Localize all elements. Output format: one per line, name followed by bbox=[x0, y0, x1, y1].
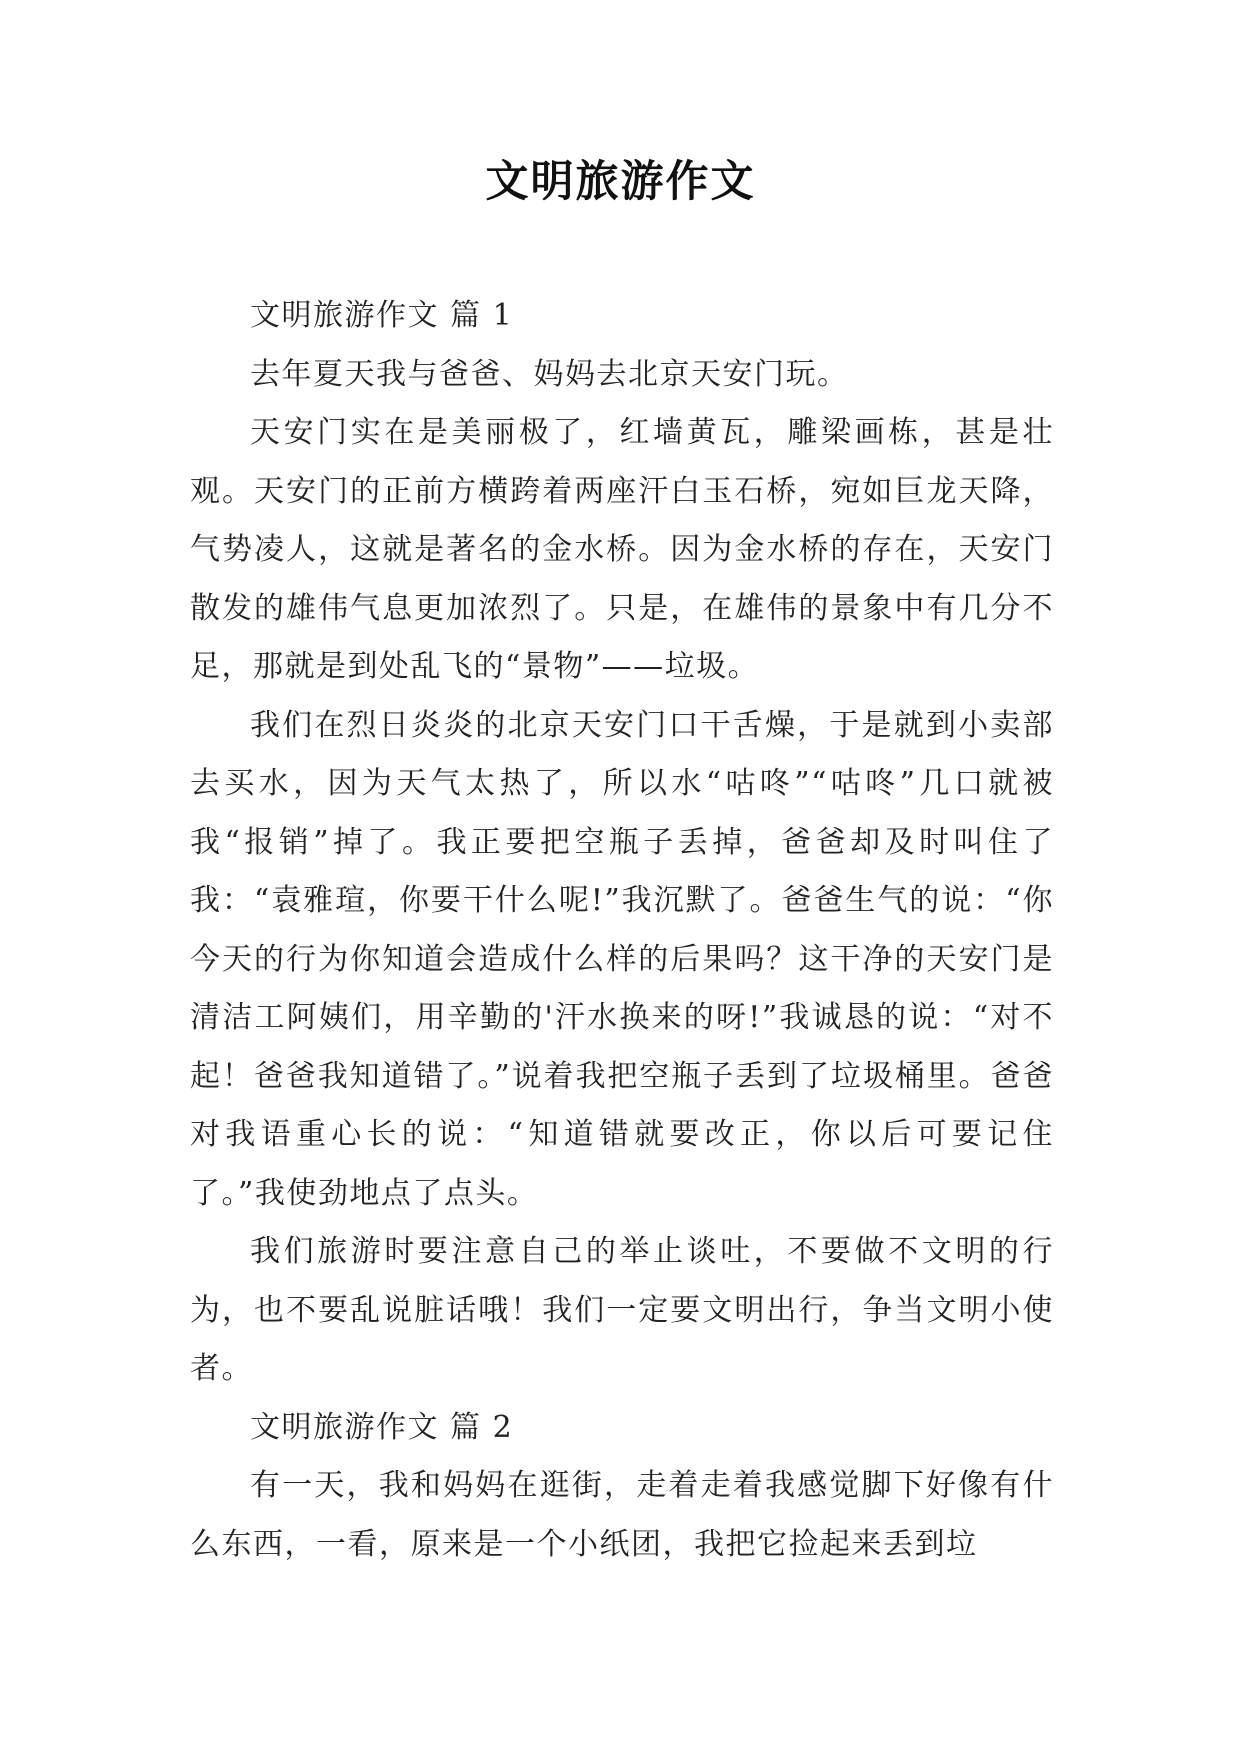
paragraph: 有一天，我和妈妈在逛街，走着走着我感觉脚下好像有什么东西，一看，原来是一个小纸团，我把它捡起来丢到垃 bbox=[190, 1468, 1054, 1562]
document-body bbox=[190, 287, 1054, 1574]
paragraph: 我们在烈日炎炎的北京天安门口干舌燥，于是就到小卖部去买水，因为天气太热了，所以水“咕咚”“咕咚”几口就被我“报销”掉了。我正要把空瓶子丢掉，爸爸却及时叫住了我：“袁雅瑄，你要干什么呢!”我沉默了。爸爸生气的说：“你今天的行为你知道会造成什么样的后果吗？这干净的天安门是清洁工阿姨们，用辛勤的'汗水换来的呀!”我诚恳的说：“对不起！爸爸我知道错了。”说着我把空瓶子丢到了垃圾桶里。爸爸对我语重心长的说：“知道错就要改正，你以后可要记住了。”我使劲地点了点头。 bbox=[190, 707, 1054, 1211]
paragraph: 天安门实在是美丽极了，红墙黄瓦，雕梁画栋，甚是壮观。天安门的正前方横跨着两座汗白玉石桥，宛如巨龙天降，气势凌人，这就是著名的金水桥。因为金水桥的存在，天安门散发的雄伟气息更加浓烈了。只是，在雄伟的景象中有几分不足，那就是到处乱飞的“景物”——垃圾。 bbox=[190, 415, 1054, 684]
section-heading: 文明旅游作文 篇 1 bbox=[250, 298, 514, 333]
document-title: 文明旅游作文 bbox=[485, 157, 756, 207]
paragraph: 我们旅游时要注意自己的举止谈吐，不要做不文明的行为，也不要乱说脏话哦！我们一定要文明出行，争当文明小使者。 bbox=[190, 1234, 1054, 1386]
section-heading: 文明旅游作文 篇 2 bbox=[250, 1409, 514, 1445]
paragraph: 去年夏天我与爸爸、妈妈去北京天安门玩。 bbox=[250, 356, 849, 392]
